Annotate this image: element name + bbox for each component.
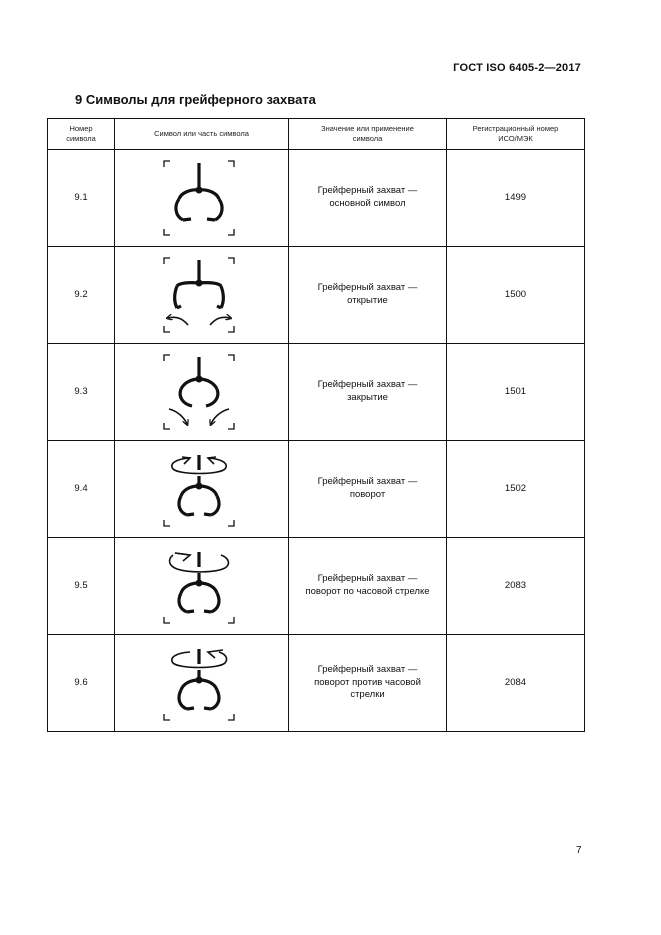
row-number: 9.2: [48, 247, 115, 344]
row-number: 9.3: [48, 344, 115, 441]
row-meaning: Грейферный захват — поворот против часовой стрелки: [289, 635, 447, 732]
row-meaning: Грейферный захват — закрытие: [289, 344, 447, 441]
grab-open-icon: [157, 252, 247, 338]
row-registration: 2084: [447, 635, 585, 732]
row-meaning: Грейферный захват — поворот: [289, 441, 447, 538]
table-row: [48, 150, 585, 247]
row-registration: 1501: [447, 344, 585, 441]
grab-rotate-ccw-icon: [157, 640, 247, 726]
grab-basic-icon: [157, 155, 247, 241]
row-registration: 2083: [447, 538, 585, 635]
header-meaning: Значение или применение символа: [289, 119, 447, 150]
header-registration: Регистрационный номер ИСО/МЭК: [447, 119, 585, 150]
row-number: 9.6: [48, 635, 115, 732]
row-meaning: Грейферный захват — поворот по часовой стрелке: [289, 538, 447, 635]
table-row: [48, 635, 585, 732]
row-registration: 1499: [447, 150, 585, 247]
row-meaning: Грейферный захват — основной символ: [289, 150, 447, 247]
header-number: Номер символа: [48, 119, 115, 150]
table-row: [48, 344, 585, 441]
row-registration: 1502: [447, 441, 585, 538]
symbols-table: [47, 118, 585, 732]
table-header-row: [48, 119, 585, 150]
page-number: 7: [576, 845, 582, 856]
grab-close-icon: [157, 349, 247, 435]
table-row: [48, 247, 585, 344]
header-symbol: Символ или часть символа: [115, 119, 289, 150]
row-registration: 1500: [447, 247, 585, 344]
section-title: 9 Символы для грейферного захвата: [75, 92, 316, 107]
row-number: 9.5: [48, 538, 115, 635]
standard-code: ГОСТ ISO 6405-2—2017: [453, 62, 581, 74]
row-number: 9.4: [48, 441, 115, 538]
row-meaning: Грейферный захват — открытие: [289, 247, 447, 344]
row-number: 9.1: [48, 150, 115, 247]
grab-rotate-icon: [157, 446, 247, 532]
table-row: [48, 538, 585, 635]
grab-rotate-cw-icon: [157, 543, 247, 629]
table-row: [48, 441, 585, 538]
